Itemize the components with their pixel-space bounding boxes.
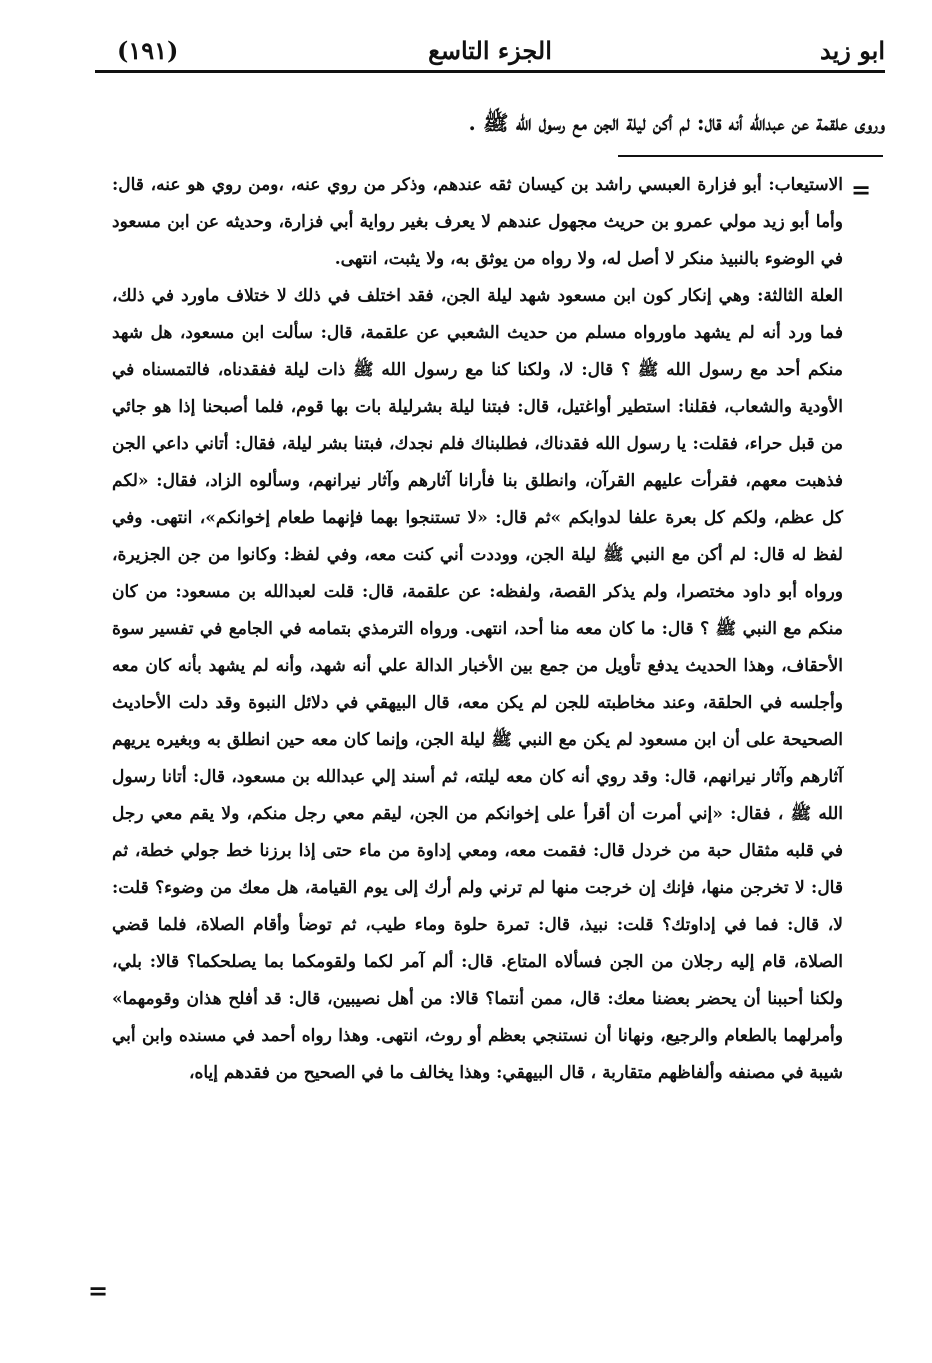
footnote-separator [618, 155, 883, 157]
book-title: ابو زيد [820, 36, 885, 65]
part-title: الجزء التاسع [428, 36, 552, 65]
header-rule [95, 70, 885, 73]
footnote-paragraph: العلة الثالثة: وهي إنكار كون ابن مسعود شهد ليلة الجن، فقد اختلف في ذلك لا ختلاف ماورد في ذلك، فما ورد أنه لم يشهد ماورواه مسلم من حديث الشعبي عن علقمة، قال: سألت ابن مسعود، هل شهد منكم أحد مع رسول الله ﷺ ؟ قال: لا، ولكنا كنا مع رسول الله ﷺ ذات ليلة ففقدناه، فالتمسناه في الأودية والشعاب، فقلنا: استطير أواغتيل، قال: فبتنا ليلة بشرليلة بات بها قوم، فلما أصبحنا إذا هو جائي من قبل حراء، فقلت: يا رسول الله فقدناك، فطلبناك فلم نجدك، فبتنا بشر ليلة، فقال: أتاني داعي الجن فذهبت معهم، فقرأت عليهم القرآن، وانطلق بنا فأرانا آثارهم وآثار نيرانهم، وسألوه الزاد، فقال: «لكم كل عظم، ولكم كل بعرة علفا لدوابكم »ثم قال: «لا تستنجوا بهما فإنهما طعام إخوانكم»، انتهى. وفي لفظ له قال: لم أكن مع النبي ﷺ ليلة الجن، ووددت أني كنت معه، وفي لفظ: وكانوا من جن الجزيرة، ورواه أبو داود مختصرا، ولم يذكر القصة، ولفظه: عن علقمة، قال: قلت لعبدالله بن مسعود: من كان منكم مع النبي ﷺ ؟ قال: ما كان معه منا أحد، انتهى. ورواه الترمذي بتمامه في الجامع في تفسير سوة الأحقاف، وهذا الحديث يدفع تأويل من جمع بين الأخبار الدالة علي أنه شهد، وأنه لم يشهد بأنه كان معه وأجلسه في الحلقة، وعند مخاطبته للجن لم يكن معه، قال البيهقي في دلائل النبوة وقد دلت الأحاديث الصحيحة على أن ابن مسعود لم يكن مع النبي ﷺ ليلة الجن، وإنما كان معه حين انطلق به وبغيره يريهم آثارهم وآثار نيرانهم، قال: وقد روي أنه كان معه ليلته، ثم أسند إلي عبدالله بن مسعود، قال: أتانا رسول الله ﷺ ، فقال: «إني أمرت أن أقرأ على إخوانكم من الجن، ليقم معي رجل منكم، ولا يقم معي رجل في قلبه مثقال حبة من خردل قال: فقمت معه، ومعي إداوة من ماء حتى إذا برزنا خط جولي خطة، ثم قال: لا تخرجن منها، فإنك إن خرجت منها لم ترني ولم أرك إلى يوم القيامة، هل معك من وضوء؟ قلت: لا، قال: فما في إداوتك؟ قلت: نبيذ، قال: تمرة حلوة وماء طيب، ثم توضأ وأقام الصلاة، فلما قضي الصلاة، قام إليه رجلان من الجن فسألاه المتاع. قال: ألم آمر لكما ولقومكما بما يصلحكما؟ قالا: بلي، ولكنا أحببنا أن يحضر بعضنا معك: قال، ممن أنتما؟ قالا: من أهل نصيبين، قال: قد أفلح هذان وقومهما» وأمرلهما بالطعام والرجيع، ونهانا أن نستنجي بعظم أو روث، انتهى. وهذا رواه أحمد في مسنده وابن أبي شيبة في مصنفه وألفاظهم متقاربة ، قال البيهقي: وهذا يخالف ما في الصحيح من فقدهم إياه، [112, 286, 843, 1083]
footnote-paragraph: الاستيعاب: أبو فزارة العبسي راشد بن كيسان ثقه عندهم، وذكر من روي عنه، ،ومن روي هو عنه، قال: وأما أبو زيد مولي عمرو بن حريث مجهول عندهم لا يعرف بغير رواية أبي فزارة، وحديثه عن ابن مسعود في الوضوء بالنبيذ منكر لا أصل له، ولا رواه من يوثق به، ولا يثبت، انتهى. [112, 175, 843, 269]
page-header [95, 30, 885, 72]
continuation-mark-top: = [851, 175, 872, 204]
continuation-mark-bottom: = [88, 1276, 109, 1305]
footnote-block [112, 167, 843, 1092]
main-text: وروى علقمة عن عبدالله أنه قال: لم أكن ليلة الجن مع رسول الله ﷺ . [468, 110, 885, 135]
page-number: (١٩١) [117, 36, 179, 65]
